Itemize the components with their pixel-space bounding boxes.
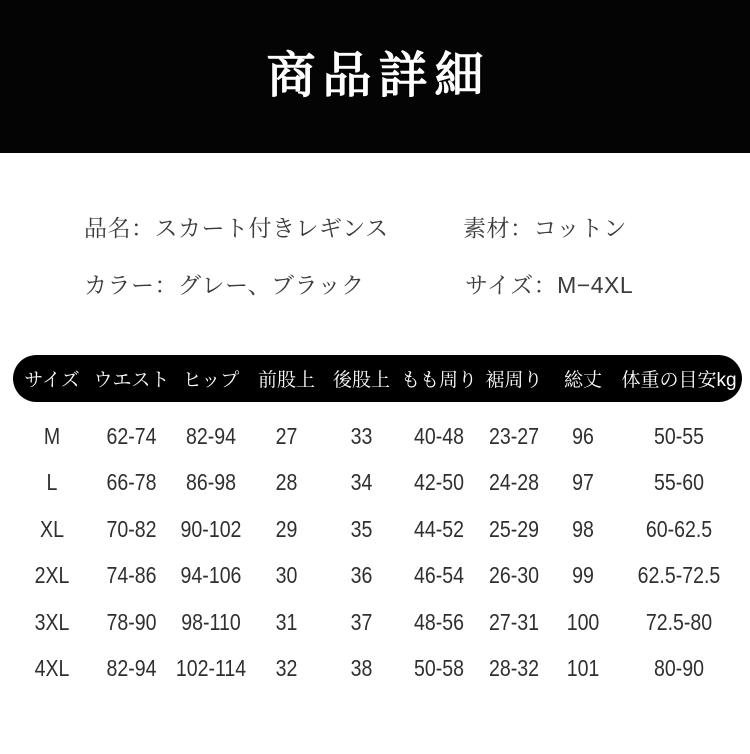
table-cell: 34 — [350, 469, 373, 496]
table-cell: 48-56 — [413, 608, 464, 635]
header-cell-waist: ウエスト — [93, 370, 170, 391]
table-cell: 50-58 — [413, 655, 464, 682]
header-cell-hip: ヒップ — [182, 370, 240, 391]
title-banner — [0, 0, 750, 153]
table-cell: 101 — [566, 655, 600, 682]
size-cell: 2XL — [34, 562, 70, 589]
table-cell: 35 — [350, 515, 373, 542]
table-cell: 78-90 — [106, 608, 157, 635]
table-cell: 46-54 — [413, 562, 464, 589]
table-cell: 44-52 — [413, 515, 464, 542]
table-cell: 62-74 — [106, 422, 157, 449]
table-cell: 99 — [572, 562, 594, 589]
table-row — [13, 413, 742, 460]
table-row — [13, 599, 742, 646]
table-cell: 102-114 — [175, 655, 247, 682]
table-cell: 94-106 — [180, 562, 242, 589]
table-cell: 40-48 — [413, 422, 464, 449]
table-row — [13, 553, 742, 600]
table-cell: 27 — [275, 422, 298, 449]
table-row — [13, 460, 742, 507]
table-cell: 66-78 — [106, 469, 157, 496]
size-cell: XL — [40, 515, 64, 542]
table-cell: 42-50 — [413, 469, 464, 496]
table-cell: 74-86 — [106, 562, 157, 589]
table-cell: 28 — [275, 469, 298, 496]
product-name-text: 品名：スカート付きレギンス — [84, 215, 389, 241]
table-cell: 25-29 — [488, 515, 539, 542]
table-cell: 31 — [275, 608, 298, 635]
table-cell: 38 — [350, 655, 373, 682]
table-cell: 23-27 — [488, 422, 539, 449]
size-cell: L — [46, 469, 58, 496]
size-chart-body — [13, 413, 742, 692]
size-range-text: サイズ：M−4XL — [465, 272, 634, 298]
header-cell-front-rise: 前股上 — [257, 370, 315, 391]
table-cell: 86-98 — [185, 469, 236, 496]
table-cell: 30 — [275, 562, 298, 589]
size-cell: 3XL — [34, 608, 70, 635]
table-cell: 82-94 — [185, 422, 236, 449]
table-cell: 60-62.5 — [645, 515, 713, 542]
table-cell: 24-28 — [488, 469, 539, 496]
size-cell: 4XL — [34, 655, 70, 682]
table-cell: 96 — [572, 422, 594, 449]
color-text: カラー：グレー、ブラック — [84, 272, 365, 298]
size-chart-header-row — [13, 355, 742, 402]
table-cell: 33 — [350, 422, 373, 449]
table-cell: 98 — [572, 515, 594, 542]
table-cell: 29 — [275, 515, 298, 542]
table-cell: 55-60 — [653, 469, 704, 496]
table-cell: 50-55 — [653, 422, 704, 449]
header-cell-thigh: もも周り — [400, 370, 477, 391]
table-cell: 27-31 — [488, 608, 539, 635]
material-text: 素材：コットン — [463, 215, 628, 241]
table-cell: 80-90 — [653, 655, 704, 682]
header-cell-hem: 裾周り — [485, 370, 543, 391]
table-cell: 37 — [350, 608, 373, 635]
header-cell-size: サイズ — [24, 370, 80, 391]
table-row — [13, 506, 742, 553]
table-cell: 72.5-80 — [645, 608, 713, 635]
header-cell-length: 総丈 — [563, 370, 602, 391]
table-cell: 100 — [566, 608, 600, 635]
table-cell: 28-32 — [488, 655, 539, 682]
page-title: 商品詳細 — [266, 49, 491, 103]
table-cell: 32 — [275, 655, 298, 682]
size-cell: M — [43, 422, 61, 449]
table-row — [13, 646, 742, 693]
table-cell: 82-94 — [106, 655, 157, 682]
table-cell: 62.5-72.5 — [637, 562, 721, 589]
table-cell: 97 — [572, 469, 594, 496]
table-cell: 70-82 — [106, 515, 157, 542]
table-cell: 90-102 — [180, 515, 242, 542]
header-cell-weight: 体重の目安kg — [621, 370, 737, 391]
table-cell: 36 — [350, 562, 373, 589]
table-cell: 98-110 — [181, 608, 241, 635]
table-cell: 26-30 — [488, 562, 539, 589]
header-cell-back-rise: 後股上 — [332, 370, 390, 391]
